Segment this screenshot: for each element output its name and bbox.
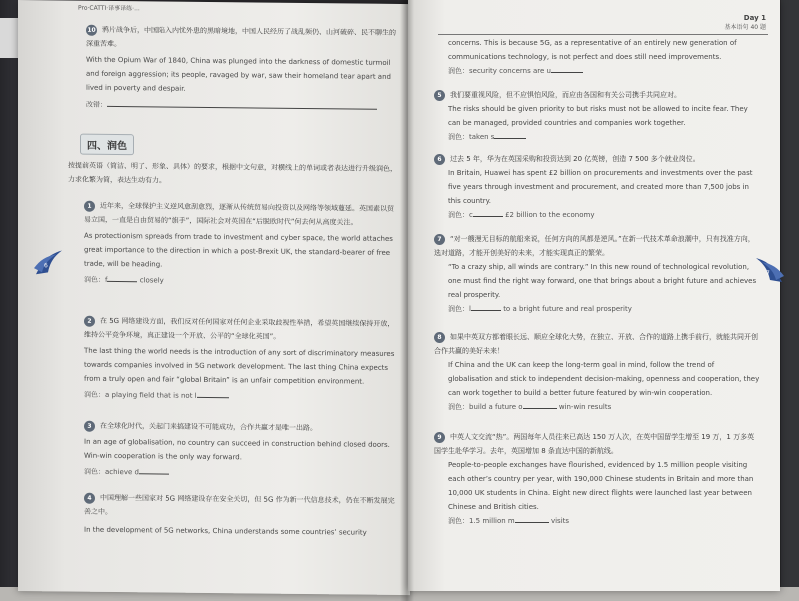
item-number-badge: 5 [434,90,445,101]
item-8-english: If China and the UK can keep the long-term goal in mind, follow the trend of globalisation and stick to independent decision-making, openness and cooperation, they can work together to build a better future featured by win-win cooperation. [448,361,760,397]
hint-label: 润色： [448,517,469,525]
item-number-badge: 4 [84,492,95,503]
answer-blank[interactable] [107,281,137,282]
item-6-english: In Britain, Huawei has spent £2 billion on procurements and investments over the past five years through investment and procurement, and created more than 7,500 jobs in this country. [448,169,753,205]
item-6-chinese: 过去 5 年，华为在英国采购和投资达到 20 亿英镑，创造 7 500 多个就业岗位。 [450,155,700,163]
hint-suffix: closely [139,276,164,285]
left-page-header: Pro·CATTI·译事译练·... [78,4,140,13]
wave-logo-icon [32,244,66,278]
item-8 [434,330,760,414]
hint-suffix: £2 billion to the economy [505,211,595,219]
answer-blank[interactable] [515,522,549,523]
item-4-continued [448,36,758,78]
hint-prefix: l [469,305,471,313]
item-3-english: In an age of globalisation, no country can succeed in construction behind closed doors. Win-win cooperation is the only way forward. [84,437,390,462]
hint-suffix: win-win results [558,403,612,411]
hint-prefix: f [105,275,108,284]
answer-blank[interactable] [551,72,583,73]
item-8-chinese: 如果中英双方都着眼长远、顺应全球化大势，在独立、开放、合作的道路上携手前行，就能共同开创合作共赢的美好未来！ [434,333,758,355]
answer-blank[interactable] [139,473,169,474]
right-page-number: 7 [766,270,770,277]
hint-label: 润色： [448,67,469,75]
section-instruction: 按提前英语（简洁、明了、形象、具体）的要求，根据中文句意，对横线上的单词或者表达进行升级润色，力求化繁为简，表达生动有力。 [68,161,397,185]
left-page [18,0,410,595]
item-1 [84,199,400,290]
item-3 [84,419,400,482]
item-number-badge: 9 [434,432,445,443]
answer-blank[interactable] [494,138,526,139]
header-day: Day 1 [743,14,766,22]
item-9 [434,430,760,528]
item-number-badge: 7 [434,234,445,245]
section-heading [80,134,134,156]
hint-label: 润色： [84,275,105,284]
item-5-chinese: 我们要重视风险，但不应惧怕风险，而应由各国和有关公司携手共同应对。 [450,91,681,99]
item-9-english: People-to-people exchanges have flourished, evidenced by 1.5 million people visiting each other’s country per year, with 190,000 Chinese students in Britain and more than 10,000 UK students in China. Eight new direct flights were launched last year between Chinese and British cities. [448,461,754,511]
item-4-english-continued: concerns. This is because 5G, as a representative of an entirely new generation of communications technology, is not perfect and does still need improvements. [448,39,737,61]
item-7-chinese: “对一艘漫无目标的航船来说，任何方向的风都是逆风。”在新一代技术革命浪潮中，只有找准方向，选对道路，才能开创美好的未来，才能实现真正的繁荣。 [434,235,755,257]
hint-text: security concerns are u [469,67,551,75]
item-4-chinese: 中国理解一些国家对 5G 网络建设存在安全关切，但 5G 作为新一代信息技术，仍在不断发展完善之中。 [84,493,395,516]
hint-label: 润色： [84,390,105,399]
item-10-english: With the Opium War of 1840, China was plunged into the darkness of domestic turmoil and foreign aggression; its people, ravaged by war, saw their homeland tear apart and lived in poverty and despair. [86,55,391,93]
left-page-number: 6 [44,262,48,270]
item-2-chinese: 在 5G 网络建设方面，我们反对任何国家对任何企业采取歧视性举措，希望英国继续保持开放，维持公平竞争环境，真正建设一个开放、公平的“全球化英国”。 [84,316,395,341]
item-9-chinese: 中英人文交流“热”。两国每年人员往来已高达 150 万人次，在英中国留学生增至 19 万，1 万多英国学生赴华学习。去年，英国增加 8 条直达中国的新航线。 [434,433,755,455]
header-subtitle: 基本语句 40 题 [724,24,766,31]
hint-label: 润色： [448,133,469,141]
item-1-english: As protectionism spreads from trade to investment and cyber space, the world attaches great importance to the direction in which a post-Brexit UK, the standard-bearer of free trade, will be heading. [84,231,393,269]
hint-prefix: 1.5 million m [469,517,515,525]
answer-blank[interactable] [197,397,229,398]
hint-suffix: visits [550,517,570,525]
answer-blank[interactable] [473,216,503,217]
item-number-badge: 3 [84,420,95,431]
item-number-badge: 6 [434,154,445,165]
hint-prefix: c [469,211,473,219]
item-10-chinese: 鸦片战争后，中国陷入内忧外患的黑暗境地，中国人民经历了战乱频仍、山河破碎、民不聊生的深重苦难。 [86,25,396,49]
answer-blank[interactable] [471,310,501,311]
item-7-english: “To a crazy ship, all winds are contrary.” In this new round of technological revolution, one must find the right way forward, one that brings about a bright future and achieves real prosperity. [448,263,757,299]
section-title-badge: 四、润色 [80,134,134,156]
answer-blank[interactable] [523,408,557,409]
item-2 [84,314,400,405]
right-page [408,0,780,591]
wave-logo-icon [752,252,786,286]
item-4 [84,491,400,540]
book-gutter [400,0,414,601]
revise-label: 改错： [86,100,107,109]
item-1-chinese: 近年来，全球保护主义逆风愈刮愈烈，逐渐从传统贸易向投资以及网络等领域蔓延。英国素以贸易立国，一直是自由贸易的“旗手”，国际社会对英国在“后脱欧时代”何去何从高度关注。 [84,201,394,227]
item-3-chinese: 在全球化时代，关起门来搞建设不可能成功，合作共赢才是唯一出路。 [100,421,317,433]
item-4-english: In the development of 5G networks, China understands some countries’ security [84,525,367,537]
item-5 [434,88,760,144]
hint-text: taken s [469,133,495,141]
item-7 [434,232,760,316]
item-10 [86,23,396,115]
hint-suffix: to a bright future and real prosperity [503,305,632,313]
item-number-badge: 10 [86,24,97,35]
hint-label: 润色： [448,211,469,219]
hint-text: a playing field that is not l [105,390,197,400]
item-5-english: The risks should be given priority to but risks must not be allowed to incite fear. They can be managed, provided countries and companies work together. [448,105,748,127]
hint-prefix: build a future o [469,403,523,411]
header-rule [438,34,768,35]
hint-label: 润色： [84,467,105,476]
revise-answer-line[interactable] [107,106,377,110]
desk-right-edge [781,0,799,601]
hint-text: achieve d [105,467,139,477]
item-number-badge: 8 [434,332,445,343]
hint-label: 润色： [448,305,469,313]
item-number-badge: 1 [84,200,95,211]
hint-label: 润色： [448,403,469,411]
item-6 [434,152,760,222]
item-2-english: The last thing the world needs is the introduction of any sort of discriminatory measures towards companies involved in 5G network development. The last thing China expects from a truly open and fair “global Britain” is an unfair competition environment. [84,346,395,386]
item-number-badge: 2 [84,315,95,326]
right-page-header [725,14,766,31]
